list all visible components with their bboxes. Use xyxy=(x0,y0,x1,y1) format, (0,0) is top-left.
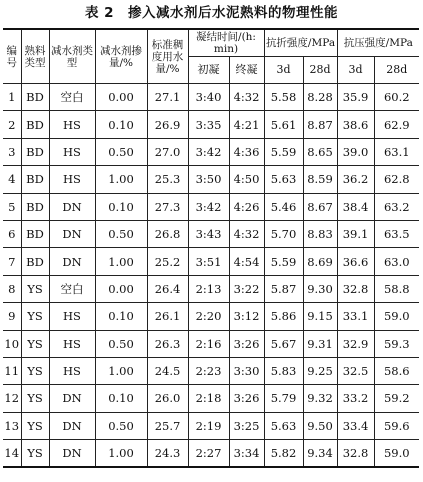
table-cell: 36.6 xyxy=(337,248,374,275)
table-cell: 24.3 xyxy=(147,440,188,468)
table-cell: 8.28 xyxy=(303,84,337,111)
table-cell: 10 xyxy=(3,330,21,357)
header-flex-3d: 3d xyxy=(264,57,303,84)
table-cell: 4:50 xyxy=(229,166,264,193)
table-cell: 27.3 xyxy=(147,193,188,220)
table-cell: 5.86 xyxy=(264,303,303,330)
table-cell: 0.00 xyxy=(95,84,147,111)
table-cell: 5.59 xyxy=(264,138,303,165)
table-cell: 63.1 xyxy=(374,138,419,165)
header-row-1 xyxy=(3,29,419,57)
table-cell: 60.2 xyxy=(374,84,419,111)
table-cell: 9.34 xyxy=(303,440,337,468)
table-cell: BD xyxy=(21,248,49,275)
table-cell: 63.2 xyxy=(374,193,419,220)
table-cell: 3:25 xyxy=(229,412,264,439)
table-cell: 4:36 xyxy=(229,138,264,165)
header-setting-time: 凝结时间/(h: min) xyxy=(188,29,264,57)
table-cell: 62.8 xyxy=(374,166,419,193)
table-cell: 59.3 xyxy=(374,330,419,357)
table-cell: 5.61 xyxy=(264,111,303,138)
table-row xyxy=(3,385,419,412)
table-cell: YS xyxy=(21,275,49,302)
table-cell: 36.2 xyxy=(337,166,374,193)
table-cell: 26.0 xyxy=(147,385,188,412)
table-cell: 5.87 xyxy=(264,275,303,302)
table-cell: 59.6 xyxy=(374,412,419,439)
table-cell: 4:26 xyxy=(229,193,264,220)
header-compressive-strength: 抗压强度/MPa xyxy=(337,29,419,57)
table-cell: 14 xyxy=(3,440,21,468)
table-cell: YS xyxy=(21,357,49,384)
table-cell: 3:22 xyxy=(229,275,264,302)
table-cell: DN xyxy=(49,440,95,468)
table-cell: 58.6 xyxy=(374,357,419,384)
table-cell: 5.63 xyxy=(264,166,303,193)
table-cell: 1.00 xyxy=(95,440,147,468)
table-cell: YS xyxy=(21,440,49,468)
table-cell: BD xyxy=(21,111,49,138)
table-row xyxy=(3,193,419,220)
table-cell: 3:12 xyxy=(229,303,264,330)
table-cell: 4 xyxy=(3,166,21,193)
table-cell: 63.5 xyxy=(374,220,419,247)
table-row xyxy=(3,138,419,165)
table-cell: 27.0 xyxy=(147,138,188,165)
table-cell: BD xyxy=(21,193,49,220)
table-cell: 1 xyxy=(3,84,21,111)
table-row xyxy=(3,412,419,439)
table-cell: 9 xyxy=(3,303,21,330)
table-cell: 5.67 xyxy=(264,330,303,357)
table-cell: YS xyxy=(21,330,49,357)
header-flex-28d: 28d xyxy=(303,57,337,84)
table-cell: 5.59 xyxy=(264,248,303,275)
table-cell: 5.83 xyxy=(264,357,303,384)
header-final-set: 终凝 xyxy=(229,57,264,84)
table-cell: 9.50 xyxy=(303,412,337,439)
table-row xyxy=(3,248,419,275)
table-cell: 32.9 xyxy=(337,330,374,357)
table-cell: 空白 xyxy=(49,84,95,111)
table-cell: 59.0 xyxy=(374,303,419,330)
table-cell: 4:32 xyxy=(229,220,264,247)
table-cell: 8.67 xyxy=(303,193,337,220)
table-cell: 8.83 xyxy=(303,220,337,247)
table-cell: 26.9 xyxy=(147,111,188,138)
table-cell: HS xyxy=(49,303,95,330)
table-cell: 8.69 xyxy=(303,248,337,275)
header-water-demand: 标准稠度用水量/% xyxy=(147,29,188,84)
table-cell: 4:54 xyxy=(229,248,264,275)
table-cell: 39.1 xyxy=(337,220,374,247)
table-cell: 6 xyxy=(3,220,21,247)
table-row xyxy=(3,330,419,357)
table-cell: YS xyxy=(21,412,49,439)
header-clinker-type: 熟料类型 xyxy=(21,29,49,84)
table-cell: 5.79 xyxy=(264,385,303,412)
table-cell: 5 xyxy=(3,193,21,220)
table-cell: 7 xyxy=(3,248,21,275)
table-cell: 11 xyxy=(3,357,21,384)
table-cell: 63.0 xyxy=(374,248,419,275)
table-row xyxy=(3,357,419,384)
table-cell: YS xyxy=(21,303,49,330)
table-cell: 1.00 xyxy=(95,357,147,384)
table-cell: 3:43 xyxy=(188,220,229,247)
table-cell: 12 xyxy=(3,385,21,412)
header-reducer-type: 减水剂类型 xyxy=(49,29,95,84)
table-cell: DN xyxy=(49,193,95,220)
table-cell: 58.8 xyxy=(374,275,419,302)
table-cell: 空白 xyxy=(49,275,95,302)
table-cell: 32.8 xyxy=(337,440,374,468)
table-cell: 0.00 xyxy=(95,275,147,302)
table-cell: 32.5 xyxy=(337,357,374,384)
header-comp-28d: 28d xyxy=(374,57,419,84)
header-comp-3d: 3d xyxy=(337,57,374,84)
table-cell: 33.2 xyxy=(337,385,374,412)
table-row xyxy=(3,111,419,138)
table-cell: 13 xyxy=(3,412,21,439)
table-cell: 9.31 xyxy=(303,330,337,357)
table-cell: 25.7 xyxy=(147,412,188,439)
table-cell: 8.87 xyxy=(303,111,337,138)
table-cell: BD xyxy=(21,84,49,111)
table-cell: 3:30 xyxy=(229,357,264,384)
table-cell: HS xyxy=(49,357,95,384)
table-cell: HS xyxy=(49,166,95,193)
header-flexural-strength: 抗折强度/MPa xyxy=(264,29,337,57)
table-cell: HS xyxy=(49,330,95,357)
table-cell: 26.4 xyxy=(147,275,188,302)
table-cell: 5.70 xyxy=(264,220,303,247)
table-cell: 0.50 xyxy=(95,220,147,247)
table-row xyxy=(3,303,419,330)
table-cell: 5.82 xyxy=(264,440,303,468)
table-cell: DN xyxy=(49,220,95,247)
table-cell: 33.4 xyxy=(337,412,374,439)
table-cell: 38.6 xyxy=(337,111,374,138)
table-cell: 8 xyxy=(3,275,21,302)
table-cell: 3 xyxy=(3,138,21,165)
table-cell: 3:50 xyxy=(188,166,229,193)
table-row xyxy=(3,220,419,247)
table-cell: 27.1 xyxy=(147,84,188,111)
table-cell: 2:27 xyxy=(188,440,229,468)
table-cell: 3:26 xyxy=(229,385,264,412)
table-cell: DN xyxy=(49,412,95,439)
table-cell: 39.0 xyxy=(337,138,374,165)
table-cell: 9.25 xyxy=(303,357,337,384)
table-cell: 0.50 xyxy=(95,412,147,439)
table-cell: 62.9 xyxy=(374,111,419,138)
table-cell: 59.0 xyxy=(374,440,419,468)
table-cell: 1.00 xyxy=(95,166,147,193)
table-cell: 5.58 xyxy=(264,84,303,111)
table-cell: 24.5 xyxy=(147,357,188,384)
table-cell: 3:51 xyxy=(188,248,229,275)
table-title: 掺入减水剂后水泥熟料的物理性能 xyxy=(128,5,339,21)
header-no: 编号 xyxy=(3,29,21,84)
table-cell: HS xyxy=(49,138,95,165)
table-cell: 38.4 xyxy=(337,193,374,220)
table-cell: 33.1 xyxy=(337,303,374,330)
header-initial-set: 初凝 xyxy=(188,57,229,84)
table-cell: 2:23 xyxy=(188,357,229,384)
table-cell: 5.63 xyxy=(264,412,303,439)
table-cell: 3:34 xyxy=(229,440,264,468)
table-cell: HS xyxy=(49,111,95,138)
table-cell: 2:20 xyxy=(188,303,229,330)
table-cell: 3:42 xyxy=(188,138,229,165)
table-cell: 2 xyxy=(3,111,21,138)
table-cell: 0.50 xyxy=(95,138,147,165)
table-cell: 1.00 xyxy=(95,248,147,275)
table-caption xyxy=(0,0,423,27)
table-row xyxy=(3,166,419,193)
table-cell: 3:40 xyxy=(188,84,229,111)
table-cell: 8.65 xyxy=(303,138,337,165)
properties-table xyxy=(3,28,419,468)
table-cell: 0.10 xyxy=(95,193,147,220)
table-row xyxy=(3,440,419,468)
table-cell: 8.59 xyxy=(303,166,337,193)
table-row xyxy=(3,275,419,302)
table-cell: DN xyxy=(49,248,95,275)
table-cell: 35.9 xyxy=(337,84,374,111)
table-cell: BD xyxy=(21,166,49,193)
table-cell: 9.15 xyxy=(303,303,337,330)
table-cell: 59.2 xyxy=(374,385,419,412)
table-cell: 0.50 xyxy=(95,330,147,357)
table-cell: 9.30 xyxy=(303,275,337,302)
table-cell: 3:35 xyxy=(188,111,229,138)
table-cell: 2:18 xyxy=(188,385,229,412)
table-cell: BD xyxy=(21,220,49,247)
table-cell: 5.46 xyxy=(264,193,303,220)
table-cell: 3:42 xyxy=(188,193,229,220)
table-cell: 2:19 xyxy=(188,412,229,439)
header-dosage: 减水剂掺量/% xyxy=(95,29,147,84)
table-cell: 9.32 xyxy=(303,385,337,412)
table-row xyxy=(3,84,419,111)
table-cell: 26.8 xyxy=(147,220,188,247)
table-cell: 0.10 xyxy=(95,385,147,412)
table-cell: 0.10 xyxy=(95,111,147,138)
table-number: 表 2 xyxy=(84,5,115,21)
table-cell: 26.1 xyxy=(147,303,188,330)
table-cell: 0.10 xyxy=(95,303,147,330)
table-cell: 26.3 xyxy=(147,330,188,357)
table-cell: 25.3 xyxy=(147,166,188,193)
table-cell: 3:26 xyxy=(229,330,264,357)
table-cell: 2:13 xyxy=(188,275,229,302)
table-cell: YS xyxy=(21,385,49,412)
table-cell: 4:32 xyxy=(229,84,264,111)
table-cell: BD xyxy=(21,138,49,165)
table-cell: 25.2 xyxy=(147,248,188,275)
table-cell: 32.8 xyxy=(337,275,374,302)
table-cell: DN xyxy=(49,385,95,412)
table-cell: 4:21 xyxy=(229,111,264,138)
table-cell: 2:16 xyxy=(188,330,229,357)
